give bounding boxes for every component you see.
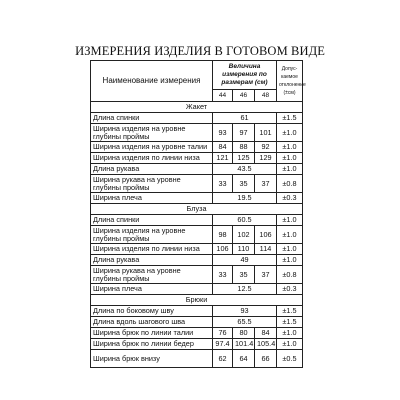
- tolerance-value: ±0.8: [277, 175, 303, 193]
- tolerance-value: ±1.0: [277, 255, 303, 266]
- measurement-value: 37: [255, 175, 277, 193]
- measurement-value: 64: [233, 350, 255, 368]
- table-row: [91, 328, 303, 339]
- measurement-value: 60.5: [213, 215, 277, 226]
- size-44: 44: [213, 90, 233, 102]
- measurement-value: 12.5: [213, 284, 277, 295]
- section-header-row: [91, 102, 303, 113]
- header-tolerance: Допус-каемое отклонение (±см): [277, 61, 303, 102]
- measurement-value: 33: [213, 266, 233, 284]
- tolerance-value: ±1.0: [277, 124, 303, 142]
- measurement-value: 92: [255, 142, 277, 153]
- measurement-value: 49: [213, 255, 277, 266]
- measurement-value: 66: [255, 350, 277, 368]
- measurement-value: 105.4: [255, 339, 277, 350]
- header-name: Наименование измерения: [91, 61, 213, 102]
- tolerance-value: ±1.5: [277, 317, 303, 328]
- tolerance-value: ±1.0: [277, 142, 303, 153]
- table-row: [91, 153, 303, 164]
- measurement-value: 101.4: [233, 339, 255, 350]
- measurement-name: Длина спинки: [91, 113, 213, 124]
- tolerance-value: ±1.0: [277, 215, 303, 226]
- table-row: [91, 284, 303, 295]
- table-row: [91, 113, 303, 124]
- tolerance-value: ±1.0: [277, 153, 303, 164]
- measurement-name: Ширина плеча: [91, 284, 213, 295]
- table-row: [91, 124, 303, 142]
- section-header-row: [91, 295, 303, 306]
- table-row: [91, 255, 303, 266]
- measurement-value: 88: [233, 142, 255, 153]
- tolerance-value: ±1.0: [277, 244, 303, 255]
- measurement-value: 114: [255, 244, 277, 255]
- section-header-row: [91, 204, 303, 215]
- measurement-name: Ширина брюк по линии талии: [91, 328, 213, 339]
- table-row: [91, 226, 303, 244]
- measurement-value: 106: [213, 244, 233, 255]
- tolerance-value: ±0.5: [277, 350, 303, 368]
- tolerance-value: ±0.8: [277, 266, 303, 284]
- measurement-name: Длина спинки: [91, 215, 213, 226]
- size-46: 46: [233, 90, 255, 102]
- measurement-name: Длина рукава: [91, 255, 213, 266]
- measurement-value: 62: [213, 350, 233, 368]
- table-row: [91, 339, 303, 350]
- page-title: ИЗМЕРЕНИЯ ИЗДЕЛИЯ В ГОТОВОМ ВИДЕ: [75, 44, 325, 58]
- tolerance-value: ±1.5: [277, 306, 303, 317]
- measurement-value: 65.5: [213, 317, 277, 328]
- measurement-name: Ширина рукава на уровне глубины проймы: [91, 266, 213, 284]
- measurement-name: Ширина плеча: [91, 193, 213, 204]
- measurement-name: Ширина изделия на уровне талии: [91, 142, 213, 153]
- table-row: [91, 244, 303, 255]
- measurement-name: Ширина рукава на уровне глубины проймы: [91, 175, 213, 193]
- measurement-name: Длина по боковому шву: [91, 306, 213, 317]
- table-row: [91, 350, 303, 368]
- measurement-value: 19.5: [213, 193, 277, 204]
- measurements-table-body: [91, 61, 306, 368]
- table-row: [91, 317, 303, 328]
- measurement-value: 76: [213, 328, 233, 339]
- measurement-name: Ширина брюк внизу: [91, 350, 213, 368]
- measurement-name: Ширина изделия по линии низа: [91, 153, 213, 164]
- table-row: [91, 142, 303, 153]
- measurement-value: 106: [255, 226, 277, 244]
- measurement-value: 97.4: [213, 339, 233, 350]
- measurements-table: [90, 60, 306, 368]
- measurement-name: Длина рукава: [91, 164, 213, 175]
- table-row: [91, 215, 303, 226]
- measurement-value: 98: [213, 226, 233, 244]
- measurement-name: Ширина изделия на уровне глубины проймы: [91, 124, 213, 142]
- measurement-value: 84: [255, 328, 277, 339]
- tolerance-value: ±1.0: [277, 164, 303, 175]
- measurement-value: 101: [255, 124, 277, 142]
- measurement-value: 35: [233, 266, 255, 284]
- measurement-value: 43.5: [213, 164, 277, 175]
- section-title: Жакет: [91, 102, 303, 113]
- measurement-value: 80: [233, 328, 255, 339]
- section-title: Блуза: [91, 204, 303, 215]
- measurement-value: 93: [213, 124, 233, 142]
- tolerance-value: ±1.0: [277, 226, 303, 244]
- table-row: [91, 266, 303, 284]
- section-title: Брюки: [91, 295, 303, 306]
- tolerance-value: ±0.3: [277, 193, 303, 204]
- table-row: [91, 175, 303, 193]
- measurement-value: 125: [233, 153, 255, 164]
- measurement-name: Ширина изделия по линии низа: [91, 244, 213, 255]
- measurement-name: Ширина брюк по линии бедер: [91, 339, 213, 350]
- tolerance-value: ±1.5: [277, 113, 303, 124]
- table-row: [91, 193, 303, 204]
- tolerance-value: ±0.3: [277, 284, 303, 295]
- tolerance-value: ±1.0: [277, 339, 303, 350]
- measurement-value: 61: [213, 113, 277, 124]
- measurement-value: 84: [213, 142, 233, 153]
- measurement-name: Длина вдоль шагового шва: [91, 317, 213, 328]
- measurement-value: 102: [233, 226, 255, 244]
- header-size: Величина измерения по размерам (см): [213, 61, 277, 90]
- measurement-value: 35: [233, 175, 255, 193]
- measurement-value: 121: [213, 153, 233, 164]
- size-48: 48: [255, 90, 277, 102]
- measurement-value: 37: [255, 266, 277, 284]
- tolerance-value: ±1.0: [277, 328, 303, 339]
- measurement-name: Ширина изделия на уровне глубины проймы: [91, 226, 213, 244]
- table-header-row: [91, 61, 303, 90]
- measurement-value: 93: [213, 306, 277, 317]
- measurement-value: 33: [213, 175, 233, 193]
- table-row: [91, 306, 303, 317]
- measurement-value: 129: [255, 153, 277, 164]
- table-row: [91, 164, 303, 175]
- measurement-value: 110: [233, 244, 255, 255]
- measurement-value: 97: [233, 124, 255, 142]
